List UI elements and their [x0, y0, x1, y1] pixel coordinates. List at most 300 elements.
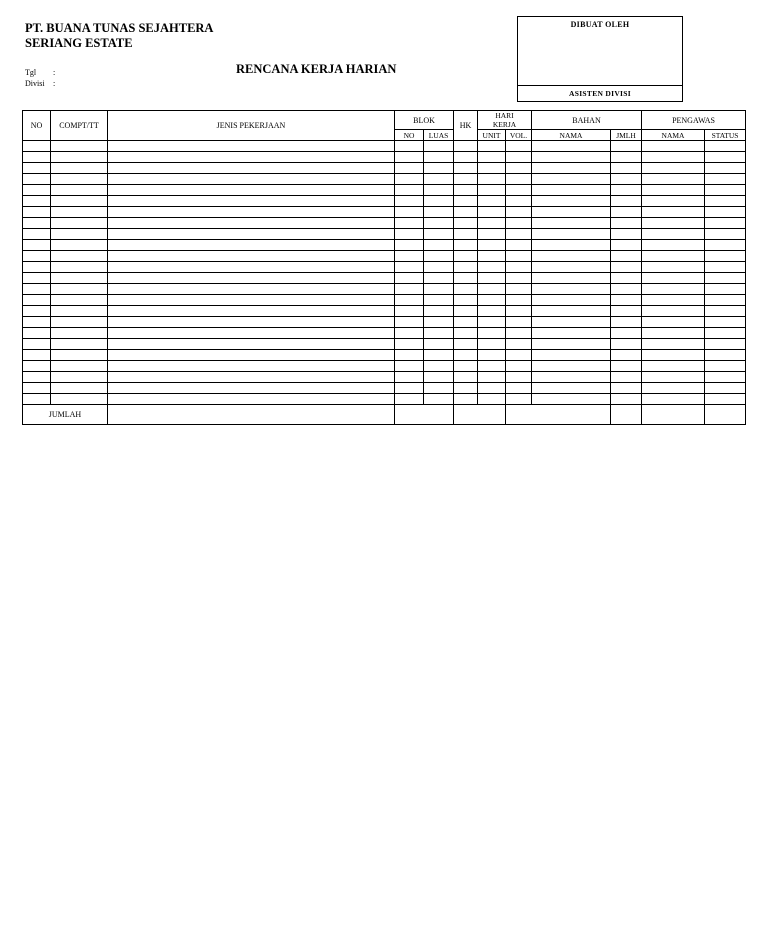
cell-jenis[interactable] — [108, 229, 395, 240]
cell-jenis[interactable] — [108, 339, 395, 350]
cell-vol[interactable] — [506, 251, 532, 262]
cell-bahan-nama[interactable] — [532, 273, 611, 284]
cell-blok-luas[interactable] — [424, 317, 454, 328]
cell-blok-no[interactable] — [395, 383, 424, 394]
cell-no[interactable] — [23, 262, 51, 273]
cell-vol[interactable] — [506, 273, 532, 284]
cell-unit[interactable] — [478, 317, 506, 328]
cell-unit[interactable] — [478, 196, 506, 207]
cell-status[interactable] — [705, 317, 746, 328]
cell-bahan-nama[interactable] — [532, 328, 611, 339]
cell-jenis[interactable] — [108, 240, 395, 251]
cell-blok-no[interactable] — [395, 141, 424, 152]
cell-bahan-nama[interactable] — [532, 152, 611, 163]
cell-bahan-nama[interactable] — [532, 185, 611, 196]
cell-hk[interactable] — [454, 372, 478, 383]
company-line-2: SERIANG ESTATE — [25, 36, 133, 50]
cell-pengawas-nama[interactable] — [642, 196, 705, 207]
table-body — [23, 141, 746, 405]
cell-bahan-nama[interactable] — [532, 284, 611, 295]
cell-no[interactable] — [23, 185, 51, 196]
cell-jenis[interactable] — [108, 383, 395, 394]
cell-blok-no[interactable] — [395, 196, 424, 207]
cell-compt[interactable] — [51, 394, 108, 405]
cell-hk[interactable] — [454, 251, 478, 262]
cell-status[interactable] — [705, 273, 746, 284]
cell-blok-no[interactable] — [395, 185, 424, 196]
cell-unit[interactable] — [478, 383, 506, 394]
cell-blok-luas[interactable] — [424, 306, 454, 317]
cell-jenis[interactable] — [108, 185, 395, 196]
cell-status[interactable] — [705, 339, 746, 350]
cell-hk[interactable] — [454, 383, 478, 394]
cell-blok-luas[interactable] — [424, 185, 454, 196]
cell-bahan-nama[interactable] — [532, 196, 611, 207]
cell-compt[interactable] — [51, 339, 108, 350]
cell-bahan-nama[interactable] — [532, 218, 611, 229]
cell-jenis[interactable] — [108, 273, 395, 284]
cell-pengawas-nama[interactable] — [642, 383, 705, 394]
cell-blok-no[interactable] — [395, 207, 424, 218]
cell-compt[interactable] — [51, 163, 108, 174]
cell-blok-no[interactable] — [395, 372, 424, 383]
total-cell-pengawas-nama[interactable] — [642, 405, 705, 425]
cell-jenis[interactable] — [108, 141, 395, 152]
cell-pengawas-nama[interactable] — [642, 317, 705, 328]
cell-compt[interactable] — [51, 196, 108, 207]
cell-jmlh[interactable] — [611, 196, 642, 207]
cell-no[interactable] — [23, 229, 51, 240]
cell-blok-no[interactable] — [395, 306, 424, 317]
cell-compt[interactable] — [51, 361, 108, 372]
cell-jmlh[interactable] — [611, 262, 642, 273]
cell-unit[interactable] — [478, 163, 506, 174]
cell-jmlh[interactable] — [611, 218, 642, 229]
cell-status[interactable] — [705, 262, 746, 273]
cell-blok-no[interactable] — [395, 240, 424, 251]
cell-vol[interactable] — [506, 339, 532, 350]
cell-jmlh[interactable] — [611, 361, 642, 372]
cell-blok-luas[interactable] — [424, 218, 454, 229]
cell-hk[interactable] — [454, 328, 478, 339]
cell-jmlh[interactable] — [611, 152, 642, 163]
cell-no[interactable] — [23, 196, 51, 207]
cell-pengawas-nama[interactable] — [642, 163, 705, 174]
cell-pengawas-nama[interactable] — [642, 218, 705, 229]
cell-hk[interactable] — [454, 350, 478, 361]
cell-pengawas-nama[interactable] — [642, 372, 705, 383]
cell-no[interactable] — [23, 295, 51, 306]
cell-jmlh[interactable] — [611, 317, 642, 328]
cell-jenis[interactable] — [108, 317, 395, 328]
cell-status[interactable] — [705, 141, 746, 152]
cell-jmlh[interactable] — [611, 141, 642, 152]
cell-jmlh[interactable] — [611, 284, 642, 295]
cell-blok-no[interactable] — [395, 284, 424, 295]
cell-jenis[interactable] — [108, 152, 395, 163]
cell-vol[interactable] — [506, 328, 532, 339]
cell-bahan-nama[interactable] — [532, 361, 611, 372]
cell-unit[interactable] — [478, 207, 506, 218]
cell-unit[interactable] — [478, 229, 506, 240]
cell-status[interactable] — [705, 240, 746, 251]
cell-status[interactable] — [705, 251, 746, 262]
cell-jmlh[interactable] — [611, 163, 642, 174]
cell-status[interactable] — [705, 207, 746, 218]
cell-status[interactable] — [705, 152, 746, 163]
cell-vol[interactable] — [506, 350, 532, 361]
cell-jmlh[interactable] — [611, 295, 642, 306]
cell-unit[interactable] — [478, 273, 506, 284]
cell-vol[interactable] — [506, 185, 532, 196]
cell-blok-luas[interactable] — [424, 196, 454, 207]
cell-unit[interactable] — [478, 152, 506, 163]
cell-pengawas-nama[interactable] — [642, 339, 705, 350]
cell-unit[interactable] — [478, 350, 506, 361]
cell-status[interactable] — [705, 229, 746, 240]
cell-status[interactable] — [705, 218, 746, 229]
cell-jmlh[interactable] — [611, 207, 642, 218]
cell-compt[interactable] — [51, 328, 108, 339]
cell-compt[interactable] — [51, 152, 108, 163]
cell-compt[interactable] — [51, 273, 108, 284]
cell-blok-luas[interactable] — [424, 394, 454, 405]
cell-status[interactable] — [705, 394, 746, 405]
cell-blok-no[interactable] — [395, 251, 424, 262]
cell-vol[interactable] — [506, 361, 532, 372]
cell-no[interactable] — [23, 251, 51, 262]
total-cell-jenis[interactable] — [108, 405, 395, 425]
cell-no[interactable] — [23, 328, 51, 339]
cell-vol[interactable] — [506, 218, 532, 229]
cell-hk[interactable] — [454, 185, 478, 196]
cell-vol[interactable] — [506, 284, 532, 295]
cell-hk[interactable] — [454, 295, 478, 306]
cell-bahan-nama[interactable] — [532, 141, 611, 152]
cell-jenis[interactable] — [108, 394, 395, 405]
cell-bahan-nama[interactable] — [532, 383, 611, 394]
cell-compt[interactable] — [51, 207, 108, 218]
cell-vol[interactable] — [506, 262, 532, 273]
cell-status[interactable] — [705, 284, 746, 295]
cell-blok-no[interactable] — [395, 350, 424, 361]
cell-jmlh[interactable] — [611, 372, 642, 383]
cell-hk[interactable] — [454, 262, 478, 273]
cell-unit[interactable] — [478, 174, 506, 185]
cell-blok-no[interactable] — [395, 229, 424, 240]
cell-unit[interactable] — [478, 394, 506, 405]
header-pengawas-nama: NAMA — [642, 130, 705, 141]
cell-bahan-nama[interactable] — [532, 317, 611, 328]
cell-blok-luas[interactable] — [424, 152, 454, 163]
cell-no[interactable] — [23, 240, 51, 251]
cell-status[interactable] — [705, 372, 746, 383]
cell-blok-luas[interactable] — [424, 295, 454, 306]
cell-vol[interactable] — [506, 163, 532, 174]
cell-jmlh[interactable] — [611, 229, 642, 240]
cell-vol[interactable] — [506, 383, 532, 394]
cell-bahan-nama[interactable] — [532, 207, 611, 218]
cell-compt[interactable] — [51, 218, 108, 229]
cell-blok-no[interactable] — [395, 262, 424, 273]
cell-pengawas-nama[interactable] — [642, 262, 705, 273]
cell-hk[interactable] — [454, 317, 478, 328]
cell-compt[interactable] — [51, 240, 108, 251]
cell-no[interactable] — [23, 218, 51, 229]
cell-hk[interactable] — [454, 218, 478, 229]
cell-bahan-nama[interactable] — [532, 229, 611, 240]
cell-no[interactable] — [23, 174, 51, 185]
cell-status[interactable] — [705, 185, 746, 196]
cell-jmlh[interactable] — [611, 306, 642, 317]
cell-no[interactable] — [23, 339, 51, 350]
cell-blok-luas[interactable] — [424, 229, 454, 240]
cell-pengawas-nama[interactable] — [642, 240, 705, 251]
cell-hk[interactable] — [454, 306, 478, 317]
cell-jenis[interactable] — [108, 372, 395, 383]
cell-blok-no[interactable] — [395, 328, 424, 339]
cell-jmlh[interactable] — [611, 185, 642, 196]
cell-blok-no[interactable] — [395, 218, 424, 229]
cell-blok-luas[interactable] — [424, 328, 454, 339]
cell-hk[interactable] — [454, 361, 478, 372]
cell-blok-luas[interactable] — [424, 174, 454, 185]
cell-blok-luas[interactable] — [424, 207, 454, 218]
cell-jenis[interactable] — [108, 295, 395, 306]
cell-unit[interactable] — [478, 251, 506, 262]
cell-no[interactable] — [23, 383, 51, 394]
cell-jenis[interactable] — [108, 218, 395, 229]
cell-pengawas-nama[interactable] — [642, 229, 705, 240]
cell-vol[interactable] — [506, 196, 532, 207]
cell-bahan-nama[interactable] — [532, 394, 611, 405]
total-cell-bahan-nama[interactable] — [506, 405, 611, 425]
cell-compt[interactable] — [51, 284, 108, 295]
cell-pengawas-nama[interactable] — [642, 152, 705, 163]
cell-jenis[interactable] — [108, 207, 395, 218]
cell-jenis[interactable] — [108, 163, 395, 174]
cell-bahan-nama[interactable] — [532, 174, 611, 185]
cell-blok-luas[interactable] — [424, 251, 454, 262]
cell-pengawas-nama[interactable] — [642, 328, 705, 339]
cell-unit[interactable] — [478, 262, 506, 273]
total-cell-hk[interactable] — [454, 405, 506, 425]
cell-no[interactable] — [23, 207, 51, 218]
cell-compt[interactable] — [51, 174, 108, 185]
cell-compt[interactable] — [51, 185, 108, 196]
cell-bahan-nama[interactable] — [532, 240, 611, 251]
cell-jenis[interactable] — [108, 306, 395, 317]
cell-bahan-nama[interactable] — [532, 295, 611, 306]
cell-hk[interactable] — [454, 240, 478, 251]
cell-blok-luas[interactable] — [424, 372, 454, 383]
cell-pengawas-nama[interactable] — [642, 207, 705, 218]
cell-unit[interactable] — [478, 361, 506, 372]
cell-unit[interactable] — [478, 328, 506, 339]
cell-unit[interactable] — [478, 284, 506, 295]
cell-jmlh[interactable] — [611, 174, 642, 185]
cell-compt[interactable] — [51, 306, 108, 317]
cell-status[interactable] — [705, 328, 746, 339]
cell-blok-luas[interactable] — [424, 273, 454, 284]
cell-hk[interactable] — [454, 229, 478, 240]
cell-hk[interactable] — [454, 174, 478, 185]
cell-pengawas-nama[interactable] — [642, 141, 705, 152]
cell-vol[interactable] — [506, 240, 532, 251]
cell-vol[interactable] — [506, 372, 532, 383]
cell-vol[interactable] — [506, 295, 532, 306]
cell-hk[interactable] — [454, 163, 478, 174]
cell-hk[interactable] — [454, 273, 478, 284]
cell-blok-no[interactable] — [395, 273, 424, 284]
cell-bahan-nama[interactable] — [532, 306, 611, 317]
cell-jmlh[interactable] — [611, 383, 642, 394]
cell-bahan-nama[interactable] — [532, 372, 611, 383]
cell-status[interactable] — [705, 174, 746, 185]
cell-blok-luas[interactable] — [424, 163, 454, 174]
cell-compt[interactable] — [51, 229, 108, 240]
cell-vol[interactable] — [506, 394, 532, 405]
cell-blok-luas[interactable] — [424, 339, 454, 350]
cell-vol[interactable] — [506, 152, 532, 163]
cell-pengawas-nama[interactable] — [642, 350, 705, 361]
cell-pengawas-nama[interactable] — [642, 174, 705, 185]
total-cell-blok[interactable] — [395, 405, 454, 425]
cell-blok-luas[interactable] — [424, 141, 454, 152]
table-row — [23, 141, 746, 152]
cell-blok-luas[interactable] — [424, 262, 454, 273]
cell-no[interactable] — [23, 152, 51, 163]
cell-no[interactable] — [23, 350, 51, 361]
cell-compt[interactable] — [51, 262, 108, 273]
cell-blok-luas[interactable] — [424, 240, 454, 251]
cell-jmlh[interactable] — [611, 394, 642, 405]
cell-pengawas-nama[interactable] — [642, 361, 705, 372]
cell-blok-no[interactable] — [395, 361, 424, 372]
cell-bahan-nama[interactable] — [532, 350, 611, 361]
cell-blok-luas[interactable] — [424, 361, 454, 372]
cell-jenis[interactable] — [108, 328, 395, 339]
cell-jenis[interactable] — [108, 284, 395, 295]
cell-bahan-nama[interactable] — [532, 339, 611, 350]
cell-blok-luas[interactable] — [424, 284, 454, 295]
cell-no[interactable] — [23, 163, 51, 174]
cell-pengawas-nama[interactable] — [642, 251, 705, 262]
cell-pengawas-nama[interactable] — [642, 295, 705, 306]
cell-unit[interactable] — [478, 306, 506, 317]
cell-blok-no[interactable] — [395, 317, 424, 328]
cell-blok-no[interactable] — [395, 163, 424, 174]
cell-hk[interactable] — [454, 394, 478, 405]
cell-unit[interactable] — [478, 240, 506, 251]
cell-compt[interactable] — [51, 141, 108, 152]
cell-compt[interactable] — [51, 383, 108, 394]
cell-unit[interactable] — [478, 372, 506, 383]
cell-hk[interactable] — [454, 284, 478, 295]
cell-jmlh[interactable] — [611, 350, 642, 361]
cell-jenis[interactable] — [108, 251, 395, 262]
cell-hk[interactable] — [454, 196, 478, 207]
cell-status[interactable] — [705, 295, 746, 306]
cell-vol[interactable] — [506, 229, 532, 240]
cell-jenis[interactable] — [108, 262, 395, 273]
cell-no[interactable] — [23, 361, 51, 372]
cell-pengawas-nama[interactable] — [642, 306, 705, 317]
cell-vol[interactable] — [506, 306, 532, 317]
table-row — [23, 152, 746, 163]
cell-no[interactable] — [23, 394, 51, 405]
cell-hk[interactable] — [454, 207, 478, 218]
cell-jmlh[interactable] — [611, 251, 642, 262]
cell-blok-luas[interactable] — [424, 350, 454, 361]
cell-jmlh[interactable] — [611, 273, 642, 284]
cell-compt[interactable] — [51, 372, 108, 383]
cell-blok-luas[interactable] — [424, 383, 454, 394]
cell-pengawas-nama[interactable] — [642, 394, 705, 405]
cell-no[interactable] — [23, 284, 51, 295]
cell-vol[interactable] — [506, 141, 532, 152]
cell-jenis[interactable] — [108, 361, 395, 372]
cell-hk[interactable] — [454, 152, 478, 163]
cell-unit[interactable] — [478, 185, 506, 196]
cell-compt[interactable] — [51, 350, 108, 361]
cell-no[interactable] — [23, 317, 51, 328]
cell-jenis[interactable] — [108, 350, 395, 361]
total-cell-status[interactable] — [705, 405, 746, 425]
cell-no[interactable] — [23, 141, 51, 152]
cell-jenis[interactable] — [108, 174, 395, 185]
cell-no[interactable] — [23, 372, 51, 383]
cell-bahan-nama[interactable] — [532, 262, 611, 273]
cell-compt[interactable] — [51, 317, 108, 328]
cell-blok-no[interactable] — [395, 295, 424, 306]
cell-blok-no[interactable] — [395, 174, 424, 185]
cell-vol[interactable] — [506, 317, 532, 328]
cell-hk[interactable] — [454, 339, 478, 350]
cell-compt[interactable] — [51, 251, 108, 262]
cell-vol[interactable] — [506, 207, 532, 218]
cell-status[interactable] — [705, 163, 746, 174]
cell-bahan-nama[interactable] — [532, 251, 611, 262]
cell-blok-no[interactable] — [395, 152, 424, 163]
total-cell-jmlh[interactable] — [611, 405, 642, 425]
cell-hk[interactable] — [454, 141, 478, 152]
cell-blok-no[interactable] — [395, 394, 424, 405]
cell-jmlh[interactable] — [611, 328, 642, 339]
cell-unit[interactable] — [478, 295, 506, 306]
cell-unit[interactable] — [478, 339, 506, 350]
cell-status[interactable] — [705, 306, 746, 317]
cell-status[interactable] — [705, 383, 746, 394]
cell-no[interactable] — [23, 306, 51, 317]
cell-pengawas-nama[interactable] — [642, 273, 705, 284]
cell-blok-no[interactable] — [395, 339, 424, 350]
cell-no[interactable] — [23, 273, 51, 284]
cell-jenis[interactable] — [108, 196, 395, 207]
cell-jmlh[interactable] — [611, 240, 642, 251]
cell-vol[interactable] — [506, 174, 532, 185]
cell-unit[interactable] — [478, 141, 506, 152]
cell-status[interactable] — [705, 361, 746, 372]
cell-compt[interactable] — [51, 295, 108, 306]
cell-pengawas-nama[interactable] — [642, 185, 705, 196]
cell-pengawas-nama[interactable] — [642, 284, 705, 295]
cell-unit[interactable] — [478, 218, 506, 229]
cell-jmlh[interactable] — [611, 339, 642, 350]
cell-bahan-nama[interactable] — [532, 163, 611, 174]
cell-status[interactable] — [705, 196, 746, 207]
cell-status[interactable] — [705, 350, 746, 361]
